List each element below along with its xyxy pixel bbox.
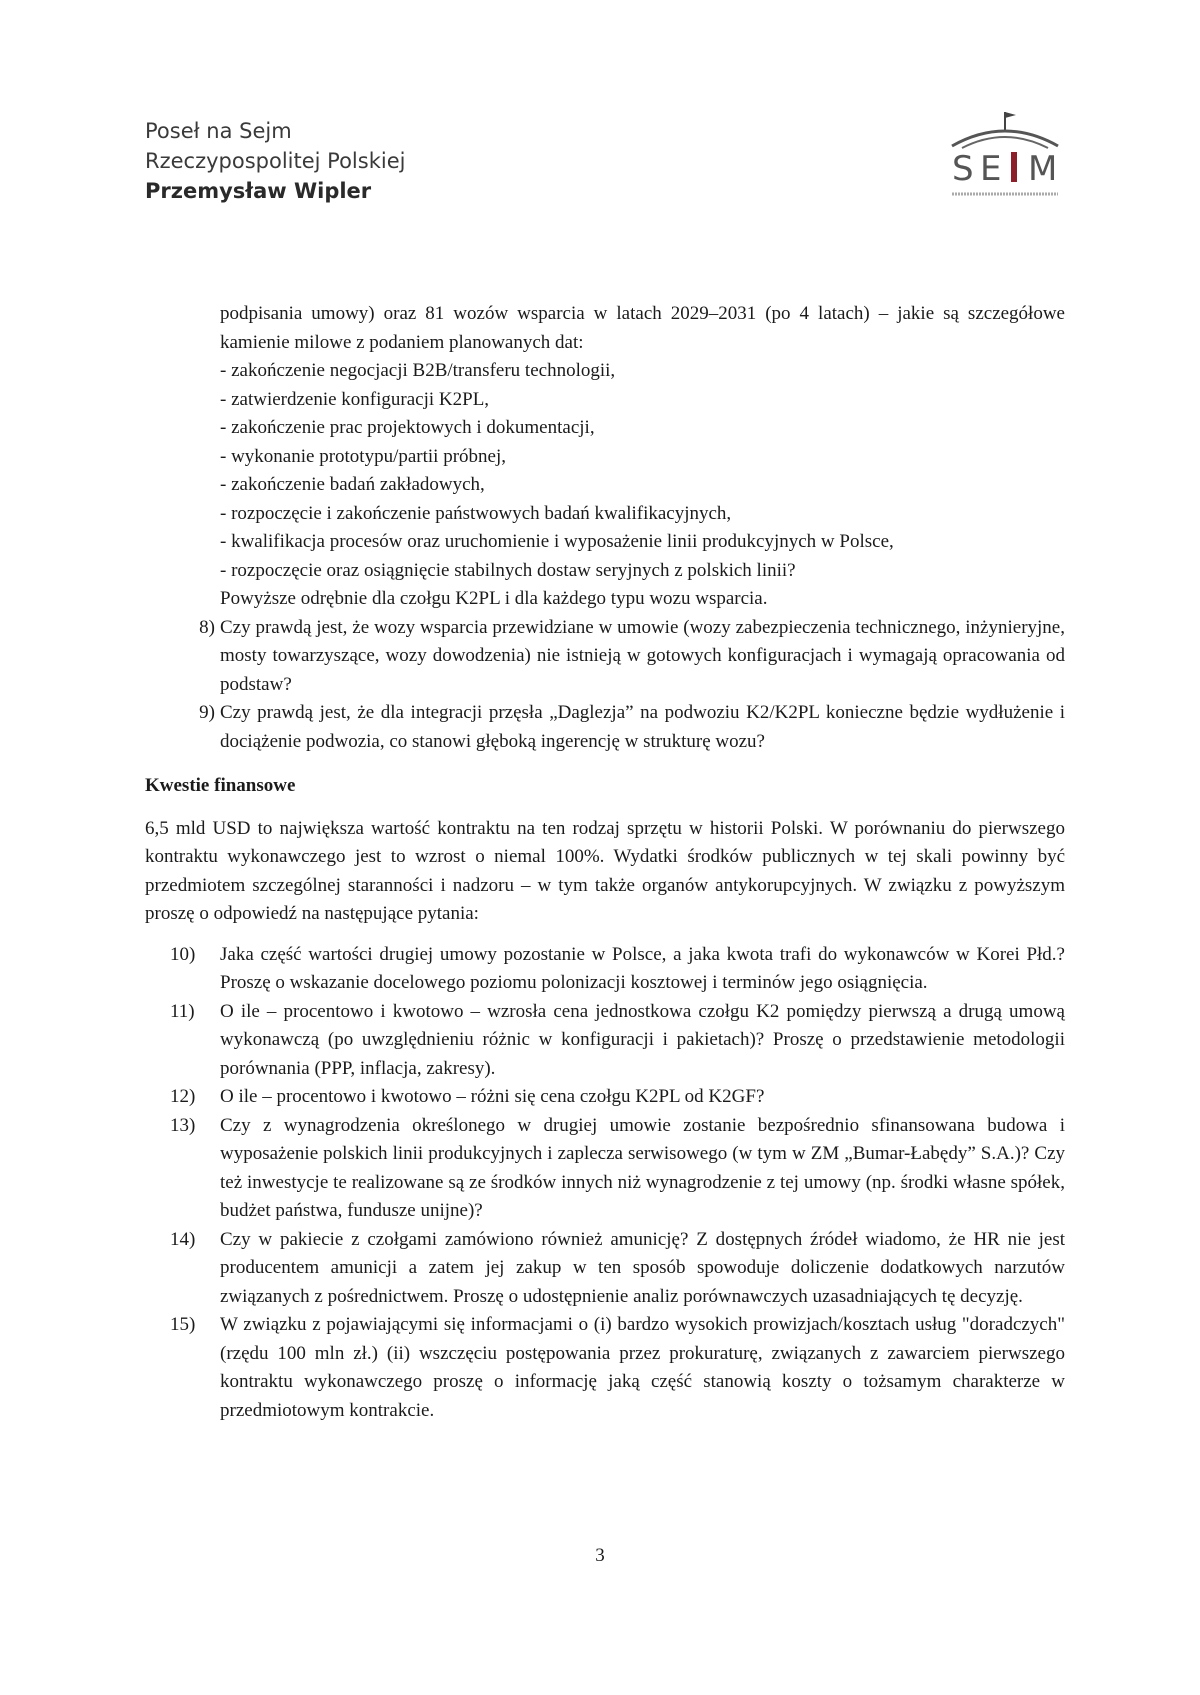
milestone-item: - wykonanie prototypu/partii próbnej, (220, 445, 506, 467)
question-text: O ile – procentowo i kwotowo – różni się cena czołgu K2PL od K2GF? (220, 1086, 765, 1107)
question-number: 12) (170, 1086, 196, 1107)
question-text: Czy w pakiecie z czołgami zamówiono również amunicję? Z dostępnych źródeł wiadomo, że HR nie jest producentem amunicji a zatem jej zakup w ten sposób spowoduje doliczenie dodatkowych narzutów związanych z pośrednictwem. Proszę o udostępnienie analiz porównawczych uzasadniających tę decyzję. (220, 1228, 1065, 1307)
continuation-closing: Powyższe odrębnie dla czołgu K2PL i dla każdego typu wozu wsparcia. (220, 588, 768, 609)
svg-text:E: E (980, 149, 1002, 189)
question-text: O ile – procentowo i kwotowo – wzrosła cena jednostkowa czołgu K2 pomiędzy pierwszą a drugą umową wykonawczą (po uwzględnieniu różnic w konfiguracji i pakietach)? Proszę o przedstawienie metodologii porównania (PPP, inflacja, zakresy). (220, 1000, 1065, 1079)
question-text: Czy prawdą jest, że wozy wsparcia przewidziane w umowie (wozy zabezpieczenia technicznego, inżynieryjne, mosty towarzyszące, wozy dowodzenia) nie istnieją w gotowych konfiguracjach i wymagają opracowania od podstaw? (220, 616, 1065, 695)
question-item (145, 699, 1065, 756)
letterhead-line-2: Rzeczypospolitej Polskiej (145, 149, 406, 173)
section-heading-finance: Kwestie finansowe (145, 775, 296, 796)
sejm-building-icon (930, 108, 1080, 208)
question-list-technical (145, 614, 1065, 757)
document-body (145, 300, 1065, 1425)
letterhead-line-1: Poseł na Sejm (145, 119, 292, 143)
question-number: 9) (199, 702, 215, 723)
question-item (145, 941, 1065, 998)
question-item (145, 1083, 1065, 1112)
sejm-logo (930, 108, 1080, 208)
question-text: Czy prawdą jest, że dla integracji przęsła „Daglezja” na podwoziu K2/K2PL konieczne będzie wydłużenie i dociążenie podwozia, co stanowi głęboką ingerencję w strukturę wozu? (220, 702, 1065, 752)
question-number: 15) (170, 1314, 196, 1335)
question-item (145, 1226, 1065, 1312)
letterhead (145, 116, 405, 206)
question-text: W związku z pojawiającymi się informacjami o (i) bardzo wysokich prowizjach/kosztach usług "doradczych" (rzędu 100 mln zł.) (ii) wszczęciu postępowania przez prokuraturę, związanych z zawarciem pierwszego kontraktu wykonawczego proszę o informację jaką część stanowią koszty o tożsamym charakterze w przedmiotowym kontrakcie. (220, 1314, 1065, 1421)
question-list-finance (145, 941, 1065, 1426)
question-item (145, 1311, 1065, 1425)
svg-text:S: S (952, 149, 974, 189)
continuation-intro: podpisania umowy) oraz 81 wozów wsparcia w latach 2029–2031 (po 4 latach) – jakie są szczegółowe kamienie milowe z podaniem planowanych dat: (220, 303, 1065, 353)
finance-intro: 6,5 mld USD to największa wartość kontraktu na ten rodzaj sprzętu w historii Polski. W porównaniu do pierwszego kontraktu wykonawczego jest to wzrost o niemal 100%. Wydatki środków publicznych w tej skali powinny być przedmiotem szczególnej staranności i nadzoru – w tym także organów antykorupcyjnych. W związku z powyższym proszę o odpowiedź na następujące pytania: (145, 817, 1065, 924)
question-text: Czy z wynagrodzenia określonego w drugiej umowie zostanie bezpośrednio sfinansowana budowa i wyposażenie polskich linii produkcyjnych i zaplecza serwisowego (w tym w ZM „Bumar-Łabędy” S.A.)? Czy też inwestycje te realizowane są ze środków innych niż wynagrodzenie z tej umowy (np. środki własne spółek, budżet państwa, fundusze unijne)? (220, 1114, 1065, 1221)
question-item (145, 1112, 1065, 1226)
milestone-item: - zakończenie badań zakładowych, (220, 474, 485, 495)
milestone-item: - rozpoczęcie oraz osiągnięcie stabilnych dostaw seryjnych z polskich linii? (220, 559, 796, 581)
page-number: 3 (595, 1545, 605, 1566)
question-number: 8) (199, 616, 215, 638)
letterhead-name: Przemysław Wipler (145, 179, 372, 203)
question-text: Jaka część wartości drugiej umowy pozostanie w Polsce, a jaka kwota trafi do wykonawców w Korei Płd.? Proszę o wskazanie docelowego poziomu polonizacji kosztowej i terminów jego osiągnięcia. (220, 943, 1065, 993)
milestone-item: - rozpoczęcie i zakończenie państwowych badań kwalifikacyjnych, (220, 502, 732, 524)
question-number: 14) (170, 1228, 196, 1250)
milestone-item: - zatwierdzenie konfiguracji K2PL, (220, 388, 490, 410)
question-number: 10) (170, 943, 196, 965)
question-number: 11) (170, 1000, 195, 1022)
milestone-item: - zakończenie negocjacji B2B/transferu technologii, (220, 360, 616, 381)
question-item (145, 614, 1065, 700)
question-number: 13) (170, 1114, 196, 1136)
milestone-item: - kwalifikacja procesów oraz uruchomienie i wyposażenie linii produkcyjnych w Polsce, (220, 531, 894, 552)
milestone-item: - zakończenie prac projektowych i dokumentacji, (220, 417, 595, 438)
svg-text:M: M (1028, 149, 1058, 189)
question-item (145, 998, 1065, 1084)
